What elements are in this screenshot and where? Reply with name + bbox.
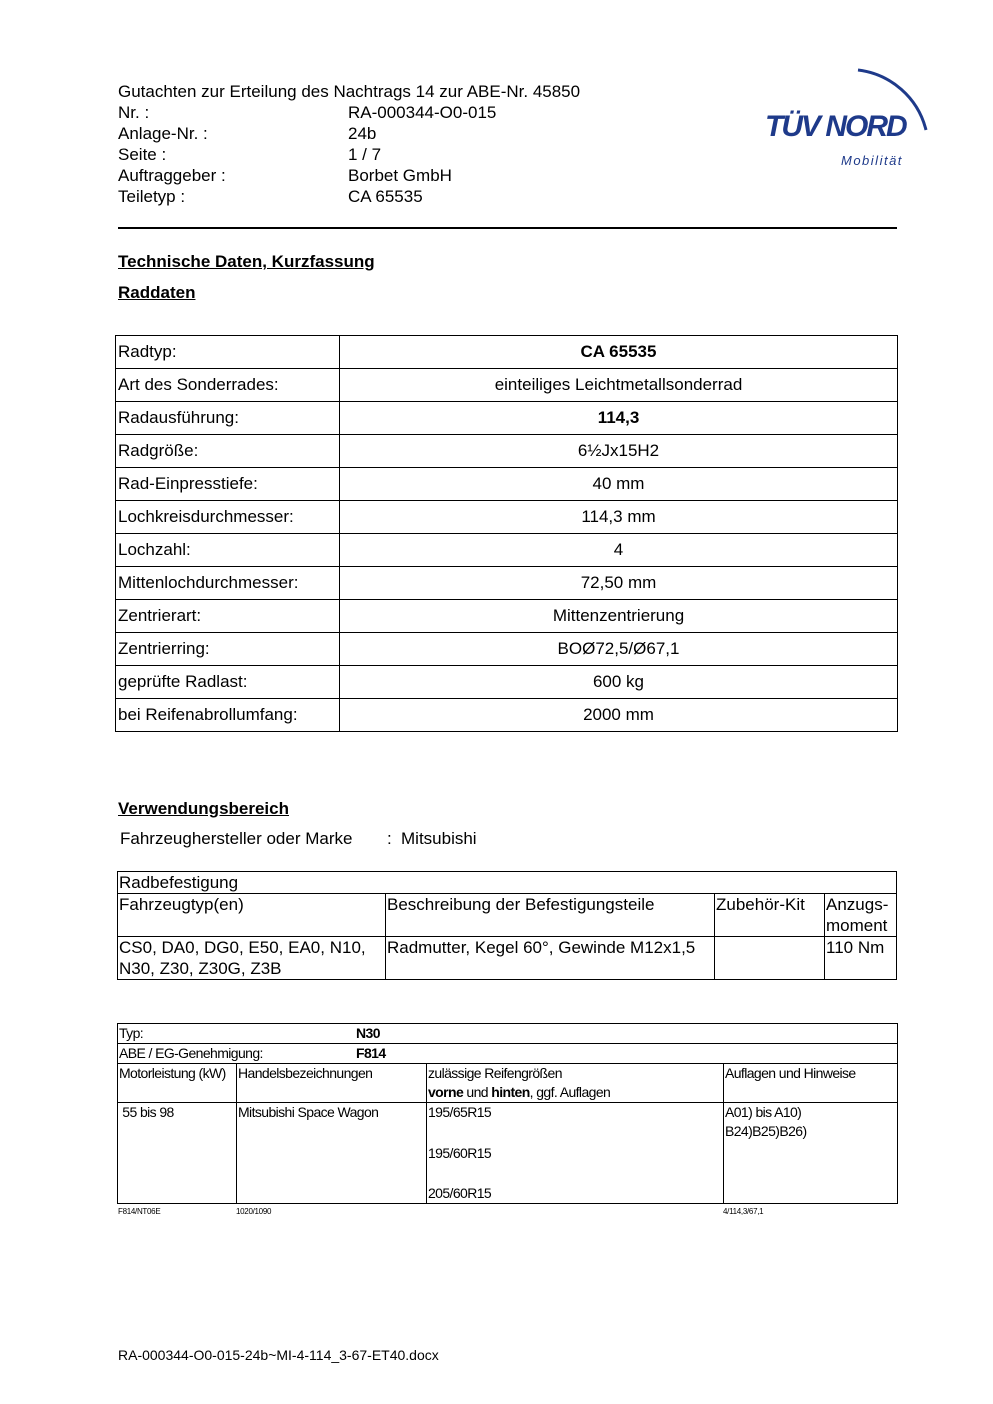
table-row (116, 468, 898, 501)
reifen-header-line1: zulässige Reifengrößen (428, 1065, 562, 1081)
column-header-auflagen: Auflagen und Hinweise (724, 1064, 898, 1103)
header-value: CA 65535 (348, 187, 423, 206)
typ-row (119, 1024, 896, 1043)
reifengroessen-cell (427, 1103, 724, 1204)
table-row (118, 937, 897, 980)
abe-row (119, 1044, 896, 1063)
raddaten-label: Lochkreisdurchmesser: (116, 501, 340, 534)
header-row-auftraggeber (118, 165, 496, 186)
raddaten-value: 4 (340, 534, 898, 567)
hersteller-separator: : (387, 829, 392, 848)
typ-value: N30 (356, 1025, 380, 1041)
header-value: 1 / 7 (348, 145, 382, 164)
raddaten-label: Radtyp: (116, 336, 340, 369)
column-header: Anzugs-moment (825, 894, 897, 937)
table-row (116, 435, 898, 468)
column-header: Zubehör-Kit (715, 894, 825, 937)
raddaten-label: Zentrierart: (116, 600, 340, 633)
column-header-handelsbezeichnungen: Handelsbezeichnungen (237, 1064, 427, 1103)
handelsbezeichnung-cell: Mitsubishi Space Wagon (237, 1103, 427, 1204)
table-header-row (118, 894, 897, 937)
footer-code-radlast: 1020/1090 (236, 1207, 272, 1216)
table-row (118, 872, 897, 894)
reifen-item: 205/60R15 (428, 1185, 492, 1201)
raddaten-value: 600 kg (340, 666, 898, 699)
table-row (116, 336, 898, 369)
table-row (116, 666, 898, 699)
beschreibung-cell: Radmutter, Kegel 60°, Gewinde M12x1,5 (386, 937, 715, 980)
header-row-anlage (118, 123, 496, 144)
reifen-item: 195/60R15 (428, 1145, 492, 1161)
footer-code-lochkreis: 4/114,3/67,1 (723, 1207, 764, 1216)
table-row (116, 600, 898, 633)
table-row (116, 501, 898, 534)
table-row (116, 534, 898, 567)
header-value: Borbet GmbH (348, 166, 452, 185)
zubehoer-kit-cell (715, 937, 825, 980)
table-row (116, 567, 898, 600)
svg-text:Mobilität: Mobilität (841, 153, 903, 168)
section-heading-verwendungsbereich: Verwendungsbereich (118, 799, 289, 818)
raddaten-label: bei Reifenabrollumfang: (116, 699, 340, 732)
und-label: und (463, 1084, 492, 1100)
typ-label: Typ: (119, 1025, 144, 1041)
reifen-item: 195/65R15 (428, 1104, 492, 1120)
header-label: Nr. : (118, 103, 150, 122)
radbefestigung-title: Radbefestigung (118, 872, 897, 894)
header-row-nr (118, 102, 496, 123)
section-heading-technische-daten: Technische Daten, Kurzfassung (118, 252, 375, 271)
raddaten-label: Radausführung: (116, 402, 340, 435)
header-label: Seite : (118, 145, 167, 164)
auflagen-line: B24)B25)B26) (725, 1123, 807, 1139)
motorleistung-cell: 55 bis 98 (118, 1103, 237, 1204)
footer-code-f814: F814/NT06E (118, 1207, 161, 1216)
raddaten-label: Zentrierring: (116, 633, 340, 666)
section-heading-raddaten: Raddaten (118, 283, 196, 302)
svg-text:TÜV NORD: TÜV NORD (765, 110, 906, 143)
header-label: Teiletyp : (118, 187, 186, 206)
header-divider (118, 227, 897, 229)
raddaten-value: 114,3 mm (340, 501, 898, 534)
table-row (118, 1044, 898, 1064)
header-label: Anlage-Nr. : (118, 124, 208, 143)
document-filename: RA-000344-O0-015-24b~MI-4-114_3-67-ET40.docx (118, 1347, 439, 1363)
tuev-nord-logo (762, 56, 942, 171)
document-title: Gutachten zur Erteilung des Nachtrags 14 zur ABE-Nr. 45850 (118, 82, 581, 101)
table-header-row (118, 1064, 898, 1103)
hinten-label: hinten (491, 1084, 530, 1100)
vorne-label: vorne (428, 1084, 464, 1100)
fahrzeugtypen-cell: CS0, DA0, DG0, E50, EA0, N10, N30, Z30, Z30G, Z3B (118, 937, 386, 980)
raddaten-value: einteiliges Leichtmetallsonderrad (340, 369, 898, 402)
raddaten-table (115, 335, 898, 732)
typ-row-cell (118, 1024, 898, 1044)
raddaten-value: CA 65535 (340, 336, 898, 369)
table-row (116, 402, 898, 435)
abe-value: F814 (356, 1045, 386, 1061)
table-row (118, 1024, 898, 1044)
reifen-header-line2 (428, 1083, 722, 1102)
column-header: Beschreibung der Befestigungsteile (386, 894, 715, 937)
fahrzeugtyp-table (117, 1023, 898, 1204)
header-row-teiletyp (118, 186, 496, 207)
hersteller-line (118, 829, 477, 849)
radbefestigung-table (117, 871, 897, 980)
raddaten-value: 6½Jx15H2 (340, 435, 898, 468)
table-row (116, 699, 898, 732)
raddaten-label: Art des Sonderrades: (116, 369, 340, 402)
auflagen-suffix: , ggf. Auflagen (529, 1084, 611, 1100)
raddaten-label: geprüfte Radlast: (116, 666, 340, 699)
header-value: 24b (348, 124, 377, 143)
raddaten-label: Mittenlochdurchmesser: (116, 567, 340, 600)
raddaten-label: Lochzahl: (116, 534, 340, 567)
table-row (116, 369, 898, 402)
raddaten-value: 72,50 mm (340, 567, 898, 600)
abe-label: ABE / EG-Genehmigung: (119, 1045, 263, 1061)
table-row (118, 1103, 898, 1204)
table-row (116, 633, 898, 666)
auflagen-line: A01) bis A10) (725, 1104, 802, 1120)
raddaten-value: BOØ72,5/Ø67,1 (340, 633, 898, 666)
header-info (118, 102, 496, 207)
raddaten-label: Rad-Einpresstiefe: (116, 468, 340, 501)
auflagen-cell (724, 1103, 898, 1204)
raddaten-value: 40 mm (340, 468, 898, 501)
header-label: Auftraggeber : (118, 166, 226, 185)
abe-row-cell (118, 1044, 898, 1064)
hersteller-label: Fahrzeughersteller oder Marke (120, 829, 353, 848)
raddaten-value: Mittenzentrierung (340, 600, 898, 633)
header-row-seite (118, 144, 496, 165)
anzugsmoment-cell: 110 Nm (825, 937, 897, 980)
column-header: Fahrzeugtyp(en) (118, 894, 386, 937)
raddaten-value: 2000 mm (340, 699, 898, 732)
column-header-reifengroessen (427, 1064, 724, 1103)
raddaten-value: 114,3 (340, 402, 898, 435)
column-header-motorleistung: Motorleistung (kW) (118, 1064, 237, 1103)
hersteller-value: Mitsubishi (401, 829, 477, 848)
raddaten-label: Radgröße: (116, 435, 340, 468)
header-value: RA-000344-O0-015 (348, 103, 497, 122)
